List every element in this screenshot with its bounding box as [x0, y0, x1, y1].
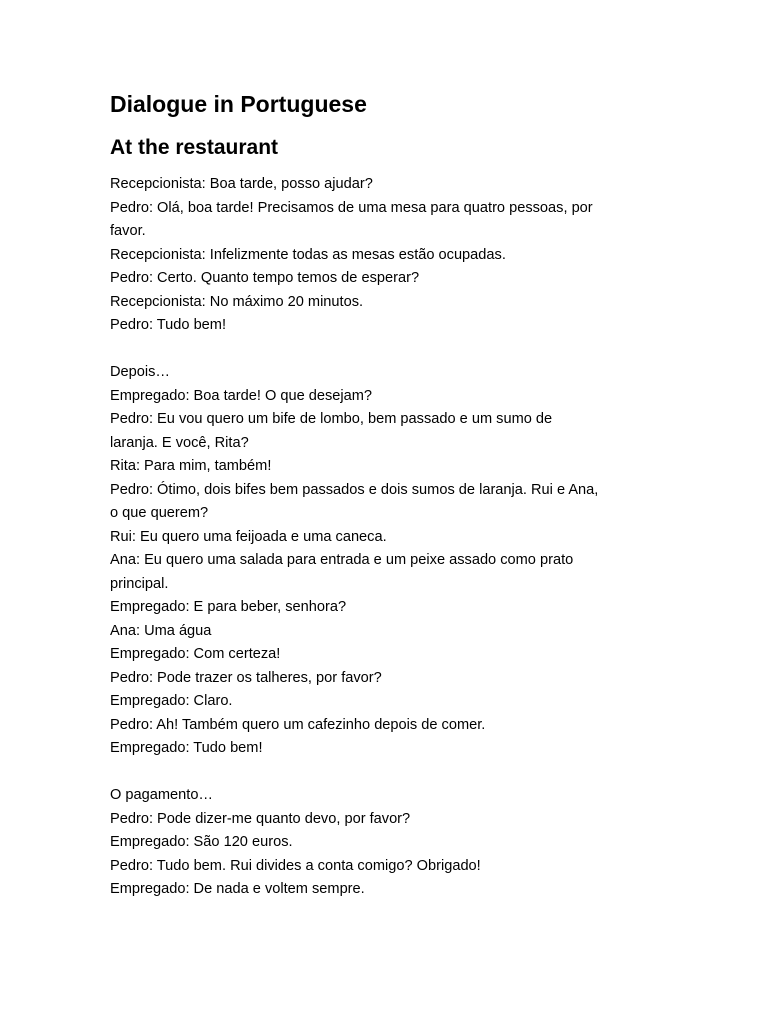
dialogue-line: Empregado: Claro.	[110, 693, 233, 709]
dialogue-line: Empregado: De nada e voltem sempre.	[110, 881, 365, 897]
dialogue-line	[110, 761, 710, 785]
dialogue-line: Empregado: Boa tarde! O que desejam?	[110, 387, 373, 404]
dialogue-line: favor.	[110, 223, 146, 239]
dialogue-line: Pedro: Olá, boa tarde! Precisamos de uma mesa para quatro pessoas, por	[110, 199, 593, 216]
dialogue-line: Empregado: Tudo bem!	[110, 740, 263, 756]
dialogue-line: Rui: Eu quero uma feijoada e uma caneca.	[110, 528, 387, 545]
dialogue-line: Recepcionista: Boa tarde, posso ajudar?	[110, 176, 373, 192]
dialogue-line: Rita: Para mim, também!	[110, 458, 272, 474]
dialogue-line: Recepcionista: No máximo 20 minutos.	[110, 293, 364, 310]
dialogue-line: Depois…	[110, 364, 171, 380]
document-title: Dialogue in Portuguese	[110, 91, 367, 117]
dialogue-line: Recepcionista: Infelizmente todas as mesas estão ocupadas.	[110, 246, 506, 263]
dialogue-line: Empregado: São 120 euros.	[110, 834, 293, 850]
dialogue-line: Pedro: Tudo bem!	[110, 317, 227, 333]
dialogue-line: Pedro: Tudo bem. Rui divides a conta comigo? Obrigado!	[110, 857, 481, 874]
dialogue-line: Ana: Uma água	[110, 622, 212, 639]
dialogue-line: Pedro: Pode dizer-me quanto devo, por favor?	[110, 810, 411, 827]
dialogue-line: Pedro: Ótimo, dois bifes bem passados e dois sumos de laranja. Rui e Ana,	[110, 481, 599, 498]
dialogue-text	[110, 173, 710, 902]
document-content	[110, 88, 710, 902]
dialogue-line: o que querem?	[110, 505, 209, 521]
dialogue-line: Empregado: E para beber, senhora?	[110, 599, 347, 615]
dialogue-line: principal.	[110, 575, 169, 592]
dialogue-line: Empregado: Com certeza!	[110, 646, 281, 662]
dialogue-line: O pagamento…	[110, 787, 214, 803]
dialogue-line: Pedro: Eu vou quero um bife de lombo, bem passado e um sumo de	[110, 411, 553, 427]
dialogue-line: Pedro: Pode trazer os talheres, por favor?	[110, 669, 382, 686]
dialogue-line: Pedro: Ah! Também quero um cafezinho depois de comer.	[110, 716, 486, 733]
dialogue-line: Pedro: Certo. Quanto tempo temos de esperar?	[110, 270, 420, 286]
dialogue-line: Ana: Eu quero uma salada para entrada e um peixe assado como prato	[110, 552, 574, 568]
dialogue-line: laranja. E você, Rita?	[110, 434, 249, 451]
dialogue-line	[110, 338, 710, 362]
document-subtitle: At the restaurant	[110, 136, 279, 159]
